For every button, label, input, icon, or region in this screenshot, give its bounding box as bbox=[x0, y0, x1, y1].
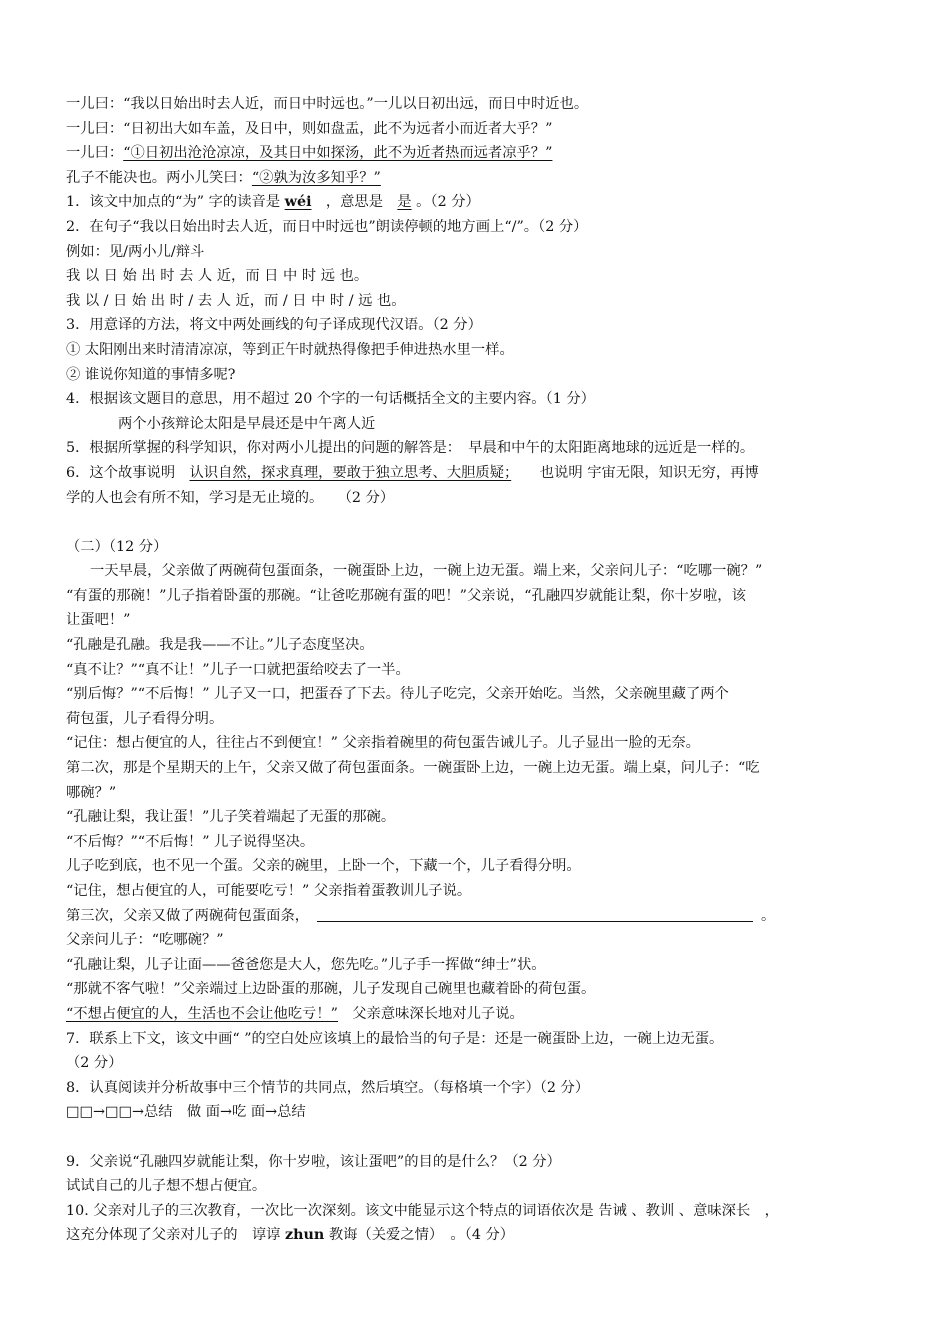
question-3: 3．用意译的方法，将文中两处画线的句子译成现代汉语。（2 分） bbox=[66, 317, 482, 334]
text-line: 孔子不能决也。两小儿笑曰：“②孰为汝多知乎？” bbox=[66, 169, 381, 186]
text-line: 一儿曰：“我以日始出时去人近，而日中时远也。”一儿以日初出远，而日中时近也。 bbox=[66, 96, 589, 112]
story-line: 荷包蛋，儿子看得分明。 bbox=[66, 710, 224, 727]
story-line: “孔融让梨，儿子让面——爸爸您是大人，您先吃。”儿子手一挥做“绅士”状。 bbox=[66, 956, 546, 973]
story-line: 父亲问儿子：“吃哪碗？” bbox=[66, 932, 224, 949]
story-line: “孔融让梨，我让蛋！”儿子笑着端起了无蛋的那碗。 bbox=[66, 809, 396, 826]
story-line: “记住，想占便宜的人，可能要吃亏！” 父亲指着蛋教训儿子说。 bbox=[66, 883, 472, 899]
section-heading: （二）（12 分） bbox=[66, 538, 168, 555]
story-line: “别后悔？”“不后悔！” 儿子又一口，把蛋吞了下去。待儿子吃完，父亲开始吃。当然，父亲碗里藏了两个 bbox=[66, 686, 729, 703]
answer-6: 认识自然，探求真理，要敢于独立思考、大胆质疑； bbox=[189, 464, 512, 481]
question-1: 1．该文中加点的“为” 字的读音是 wéi ，意思是 是 。（2 分） bbox=[66, 194, 480, 211]
underlined-quote: “不想占便宜的人，生活也不会让他吃亏！” bbox=[66, 1005, 338, 1022]
sentence-original: 我 以 日 始 出 时 去 人 近，而 日 中 时 远 也。 bbox=[66, 268, 369, 285]
question-5: 5．根据所掌握的科学知识，你对两小儿提出的问题的解答是： 早晨和中午的太阳距离地球的远近是一样的。 bbox=[66, 440, 755, 457]
story-line: “孔融是孔融。我是我——不让。”儿子态度坚决。 bbox=[66, 637, 374, 654]
story-line: “记住：想占便宜的人，往往占不到便宜！” 父亲指着碗里的荷包蛋告诫儿子。儿子显出一脸的无奈。 bbox=[66, 735, 700, 752]
answer-3-2: ② 谁说你知道的事情多呢? bbox=[66, 366, 236, 383]
story-line: 第二次，那是个星期天的上午，父亲又做了荷包蛋面条。一碗蛋卧上边，一碗上边无蛋。端上桌，问儿子：“吃 bbox=[66, 760, 760, 777]
answer-4: 两个小孩辩论太阳是早晨还是中午离人近 bbox=[118, 415, 376, 432]
answer-meaning: 是 bbox=[397, 194, 412, 211]
answer-pinyin: wéi bbox=[284, 194, 312, 211]
underlined-sentence-2: “②孰为汝多知乎？” bbox=[251, 169, 381, 186]
example-line: 例如：见/两小儿/辩斗 bbox=[66, 243, 205, 260]
text-line: 一儿曰：“日初出大如车盖，及日中，则如盘盂，此不为远者小而近者大乎？” bbox=[66, 120, 553, 137]
question-4: 4．根据该文题目的意思，用不超过 20 个字的一句话概括全文的主要内容。（1 分） bbox=[66, 391, 595, 408]
story-line: 哪碗？” bbox=[66, 784, 117, 801]
story-line: 让蛋吧！” bbox=[66, 612, 131, 629]
question-10-cont: 这充分体现了父亲对儿子的 谆谆 zhun 教诲（关爱之情） 。（4 分） bbox=[66, 1227, 515, 1244]
story-line: “真不让？”“真不让！”儿子一口就把蛋给咬去了一半。 bbox=[66, 661, 410, 678]
answer-8: □□→□□→总结 做 面→吃 面→总结 bbox=[66, 1104, 306, 1121]
story-line: 一天早晨，父亲做了两碗荷包蛋面条，一碗蛋卧上边，一碗上边无蛋。端上来，父亲问儿子：“吃哪一碗？” bbox=[90, 563, 763, 580]
story-line: 儿子吃到底，也不见一个蛋。父亲的碗里，上卧一个，下藏一个，儿子看得分明。 bbox=[66, 858, 581, 875]
story-line-with-blank: 第三次，父亲又做了两碗荷包蛋面条， 。 bbox=[66, 907, 776, 924]
answer-9: 试试自己的儿子想不想占便宜。 bbox=[66, 1178, 267, 1195]
question-6-cont: 学的人也会有所不知，学习是无止境的。 （2 分） bbox=[66, 489, 395, 506]
fill-in-blank bbox=[317, 907, 753, 922]
question-10: 10. 父亲对儿子的三次教育，一次比一次深刻。该文中能显示这个特点的词语依次是 告诫 、教训 、意味深长 ， bbox=[66, 1202, 779, 1219]
text-line: 一儿曰：“①日初出沧沧凉凉，及其日中如探汤，此不为近者热而远者凉乎？” bbox=[66, 145, 553, 162]
pinyin-zhun: zhun bbox=[285, 1227, 325, 1244]
underlined-sentence-1: “①日初出沧沧凉凉，及其日中如探汤，此不为近者热而远者凉乎？” bbox=[123, 145, 553, 162]
answer-3-1: ① 太阳刚出来时清清凉凉，等到正午时就热得像把手伸进热水里一样。 bbox=[66, 341, 514, 358]
question-8: 8．认真阅读并分析故事中三个情节的共同点，然后填空。（每格填一个字）（2 分） bbox=[66, 1079, 590, 1096]
question-6: 6．这个故事说明 认识自然，探求真理，要敢于独立思考、大胆质疑； 也说明 宇宙无限，知识无穷，再博 bbox=[66, 464, 759, 481]
question-2: 2．在句子“我以日始出时去人近，而日中时远也”朗读停顿的地方画上“/”。（2 分） bbox=[66, 218, 588, 235]
document-body bbox=[66, 92, 888, 1248]
question-7-points: （2 分） bbox=[66, 1055, 123, 1072]
question-9: 9．父亲说“孔融四岁就能让梨，你十岁啦，该让蛋吧”的目的是什么？（2 分） bbox=[66, 1153, 561, 1170]
question-7: 7．联系上下文，该文中画“ ”的空白处应该填上的最恰当的句子是：还是一碗蛋卧上边，一碗上边无蛋。 bbox=[66, 1030, 724, 1047]
story-line: “有蛋的那碗！”儿子指着卧蛋的那碗。“让爸吃那碗有蛋的吧！”父亲说，“孔融四岁就能让梨，你十岁啦，该 bbox=[66, 587, 746, 604]
story-line: “那就不客气啦！”父亲端过上边卧蛋的那碗，儿子发现自己碗里也藏着卧的荷包蛋。 bbox=[66, 981, 596, 998]
story-line: “不后悔？”“不后悔！” 儿子说得坚决。 bbox=[66, 833, 315, 850]
sentence-pauses: 我 以 / 日 始 出 时 / 去 人 近，而 / 日 中 时 / 远 也。 bbox=[66, 292, 406, 309]
story-line: “不想占便宜的人，生活也不会让他吃亏！” 父亲意味深长地对儿子说。 bbox=[66, 1005, 524, 1022]
